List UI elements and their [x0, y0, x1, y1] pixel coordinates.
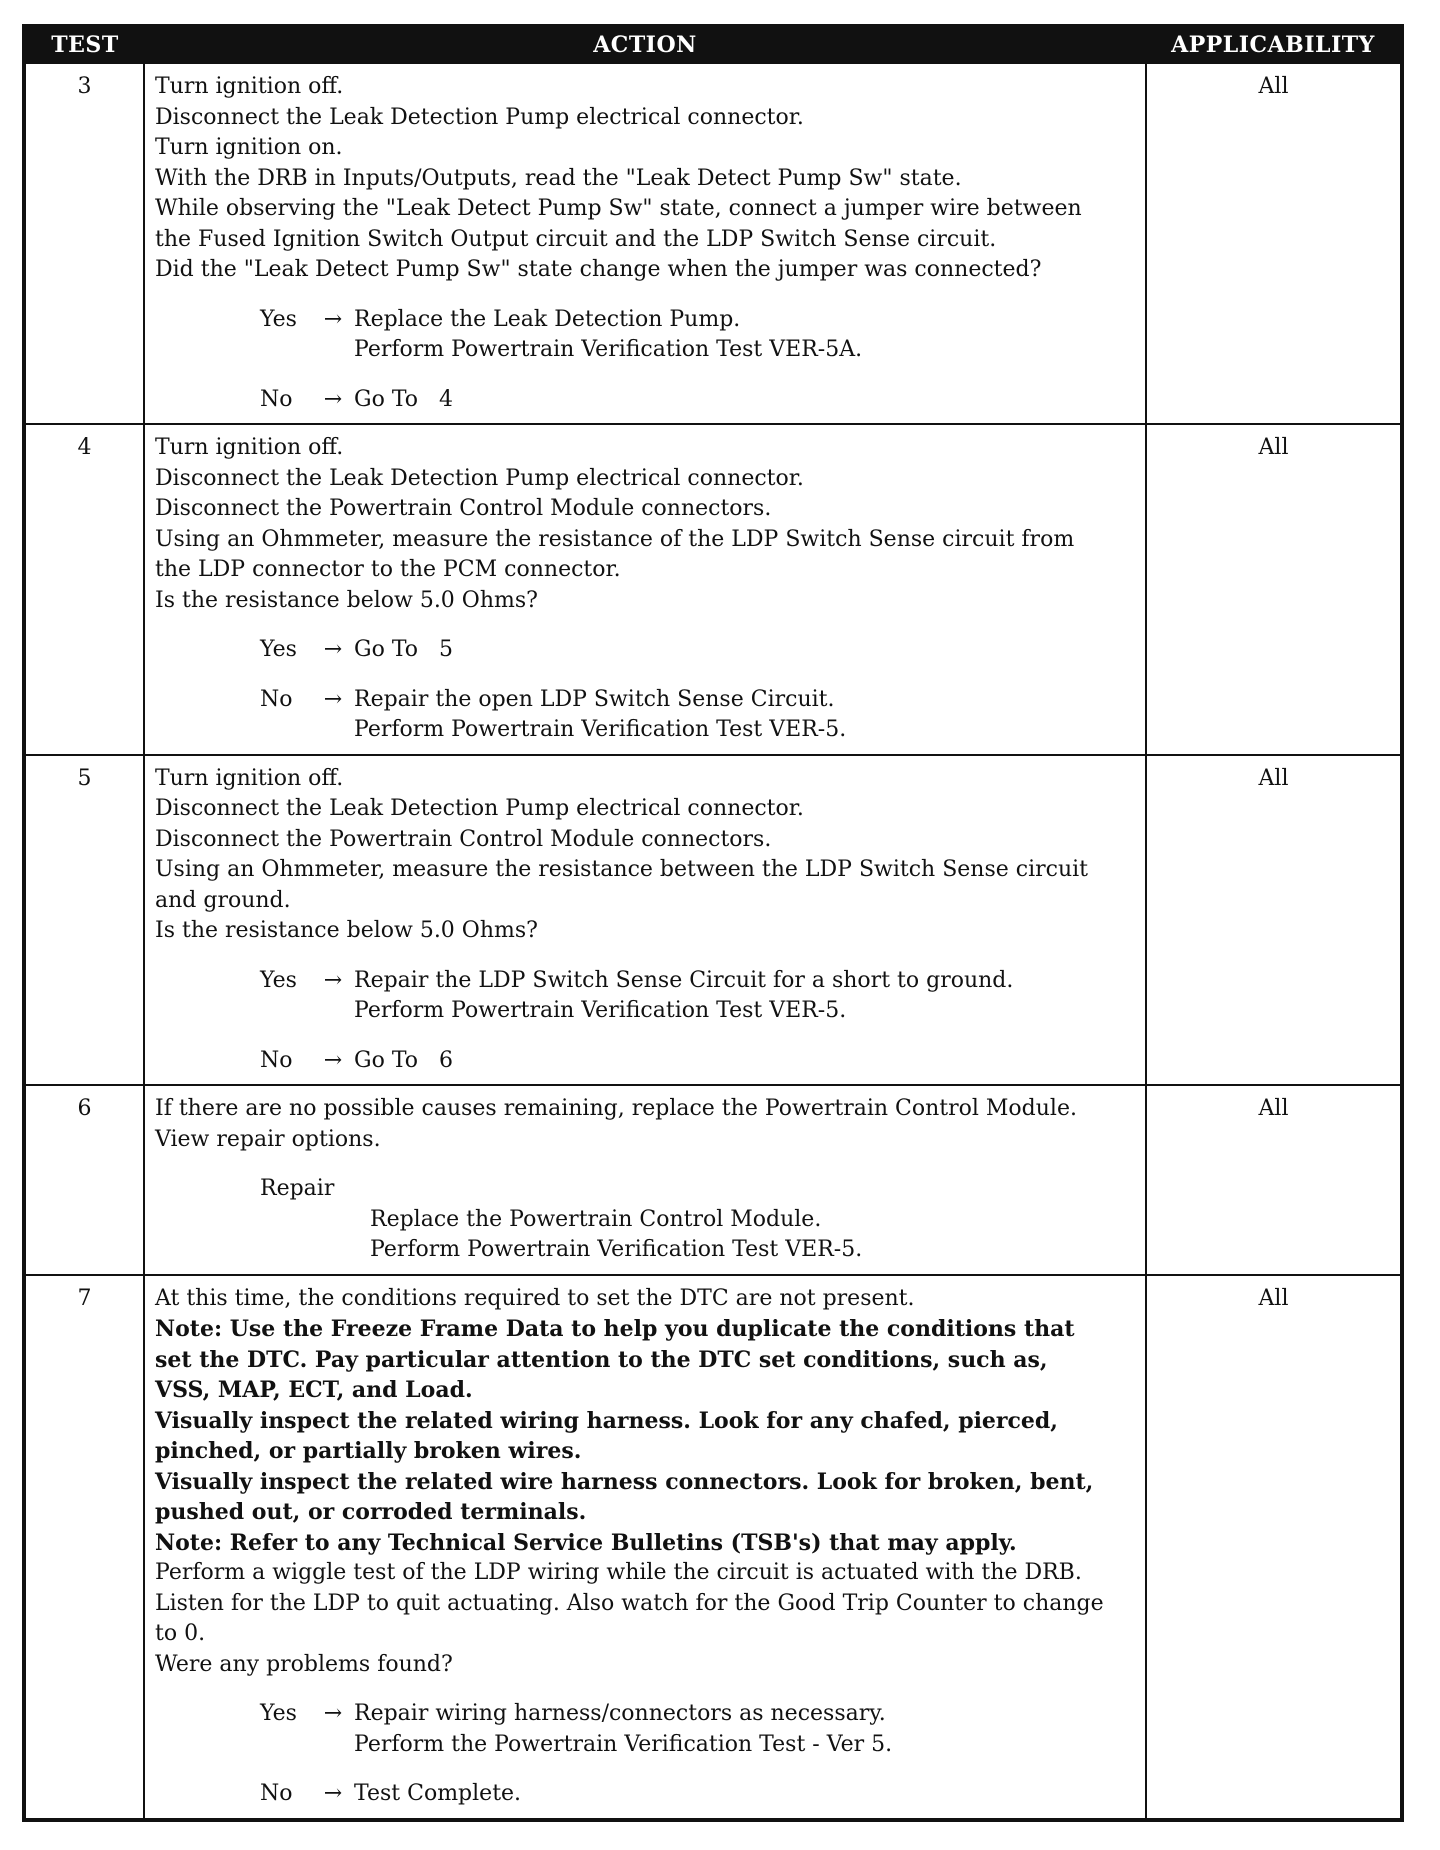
no-response	[155, 385, 1139, 416]
no-label: No	[260, 386, 293, 412]
right-arrow-icon: →	[323, 637, 343, 662]
test-row-4	[24, 424, 1402, 755]
applicability-value: All	[1146, 1085, 1402, 1275]
action-line: With the DRB in Inputs/Outputs, read the "Leak Detect Pump Sw" state.	[155, 165, 962, 191]
test-action	[144, 1085, 1146, 1275]
action-line: Listen for the LDP to quit actuating. Also watch for the Good Trip Counter to change	[155, 1590, 1104, 1616]
action-line: Using an Ohmmeter, measure the resistance of the LDP Switch Sense circuit from	[155, 526, 1075, 552]
diagnostic-test-sheet	[22, 24, 1400, 1822]
header-applicability: APPLICABILITY	[1146, 26, 1402, 63]
table-header-row	[24, 26, 1402, 63]
right-arrow-icon: →	[323, 1701, 343, 1726]
test-number: 5	[24, 755, 144, 1086]
right-arrow-icon: →	[323, 386, 343, 412]
action-line: Disconnect the Powertrain Control Module connectors.	[155, 496, 772, 521]
no-response	[155, 685, 1139, 746]
test-row-7	[24, 1275, 1402, 1820]
yes-response	[155, 1699, 1139, 1760]
applicability-value: All	[1146, 424, 1402, 755]
no-response	[155, 1779, 1139, 1810]
response-line: Perform Powertrain Verification Test VER-5.	[354, 717, 847, 742]
action-line: Using an Ohmmeter, measure the resistance between the LDP Switch Sense circuit	[155, 857, 1089, 882]
action-line: Disconnect the Powertrain Control Module connectors.	[155, 826, 772, 852]
applicability-value: All	[1146, 755, 1402, 1086]
repair-line: Replace the Powertrain Control Module.	[370, 1206, 822, 1232]
note-line: pushed out, or corroded terminals.	[155, 1499, 587, 1525]
right-arrow-icon: →	[323, 1781, 343, 1806]
note-line: Note: Refer to any Technical Service Bulletins (TSB's) that may apply.	[155, 1529, 1017, 1556]
test-row-6	[24, 1085, 1402, 1275]
response-line: Repair the LDP Switch Sense Circuit for a short to ground.	[354, 967, 1014, 993]
right-arrow-icon: →	[323, 967, 343, 993]
note-line: Visually inspect the related wiring harness. Look for any chafed, pierced,	[155, 1407, 1058, 1434]
repair-line: Perform Powertrain Verification Test VER-5.	[370, 1237, 863, 1262]
action-line: Is the resistance below 5.0 Ohms?	[155, 918, 538, 943]
action-line: Turn ignition on.	[155, 135, 343, 160]
right-arrow-icon: →	[323, 306, 343, 332]
action-line: to 0.	[155, 1621, 206, 1646]
response-line: Perform Powertrain Verification Test VER-5A.	[354, 337, 863, 362]
response-line: Perform the Powertrain Verification Test - Ver 5.	[354, 1731, 893, 1757]
note-line: Note: Use the Freeze Frame Data to help you duplicate the conditions that	[155, 1316, 1075, 1342]
action-line: Disconnect the Leak Detection Pump electrical connector.	[155, 104, 804, 130]
note-line: set the DTC. Pay particular attention to the DTC set conditions, such as,	[155, 1346, 1048, 1373]
action-line: the Fused Ignition Switch Output circuit and the LDP Switch Sense circuit.	[155, 226, 997, 252]
action-line: If there are no possible causes remaining, replace the Powertrain Control Module.	[155, 1096, 1077, 1121]
action-line: Disconnect the Leak Detection Pump electrical connector.	[155, 796, 804, 821]
action-line: the LDP connector to the PCM connector.	[155, 557, 621, 582]
action-line: View repair options.	[155, 1126, 381, 1152]
response-line: Repair wiring harness/connectors as necessary.	[354, 1701, 886, 1726]
header-test: TEST	[24, 26, 144, 63]
test-action	[144, 424, 1146, 755]
response-line: Go To 4	[354, 386, 453, 412]
action-line: Were any problems found?	[155, 1651, 453, 1677]
action-line: and ground.	[155, 887, 291, 913]
action-line: While observing the "Leak Detect Pump Sw" state, connect a jumper wire between	[155, 196, 1082, 221]
test-row-3	[24, 63, 1402, 424]
yes-response	[155, 305, 1139, 366]
no-label: No	[260, 1047, 293, 1073]
note-line: VSS, MAP, ECT, and Load.	[155, 1377, 473, 1403]
test-row-5	[24, 755, 1402, 1086]
action-line: Perform a wiggle test of the LDP wiring while the circuit is actuated with the DRB.	[155, 1560, 1082, 1585]
test-action	[144, 755, 1146, 1086]
test-action	[144, 1275, 1146, 1820]
yes-label: Yes	[260, 306, 297, 332]
action-line: At this time, the conditions required to set the DTC are not present.	[155, 1285, 915, 1311]
yes-label: Yes	[260, 637, 297, 662]
action-line: Turn ignition off.	[155, 765, 344, 791]
response-line: Test Complete.	[354, 1781, 522, 1806]
diagnostic-test-table	[22, 24, 1404, 1822]
test-action	[144, 63, 1146, 424]
right-arrow-icon: →	[323, 686, 343, 712]
response-line: Go To 6	[354, 1047, 453, 1073]
yes-label: Yes	[260, 1701, 297, 1726]
yes-label: Yes	[260, 967, 297, 993]
right-arrow-icon: →	[323, 1047, 343, 1073]
test-number: 3	[24, 63, 144, 424]
response-line: Go To 5	[354, 637, 453, 662]
action-line: Disconnect the Leak Detection Pump electrical connector.	[155, 465, 804, 491]
test-number: 6	[24, 1085, 144, 1275]
repair-label: Repair	[260, 1176, 335, 1201]
response-line: Perform Powertrain Verification Test VER-5.	[354, 998, 847, 1023]
response-line: Repair the open LDP Switch Sense Circuit.	[354, 686, 835, 712]
note-line: pinched, or partially broken wires.	[155, 1438, 582, 1464]
response-line: Replace the Leak Detection Pump.	[354, 306, 741, 332]
no-label: No	[260, 1781, 293, 1806]
action-line: Is the resistance below 5.0 Ohms?	[155, 587, 538, 613]
yes-response	[155, 966, 1139, 1027]
action-line: Turn ignition off.	[155, 435, 344, 460]
note-line: Visually inspect the related wire harness connectors. Look for broken, bent,	[155, 1468, 1094, 1495]
no-response	[155, 1046, 1139, 1077]
applicability-value: All	[1146, 63, 1402, 424]
action-line: Turn ignition off.	[155, 74, 344, 99]
test-number: 4	[24, 424, 144, 755]
yes-response	[155, 635, 1139, 666]
header-action: ACTION	[144, 26, 1146, 63]
no-label: No	[260, 686, 293, 712]
action-line: Did the "Leak Detect Pump Sw" state change when the jumper was connected?	[155, 257, 1042, 282]
test-number: 7	[24, 1275, 144, 1820]
applicability-value: All	[1146, 1275, 1402, 1820]
